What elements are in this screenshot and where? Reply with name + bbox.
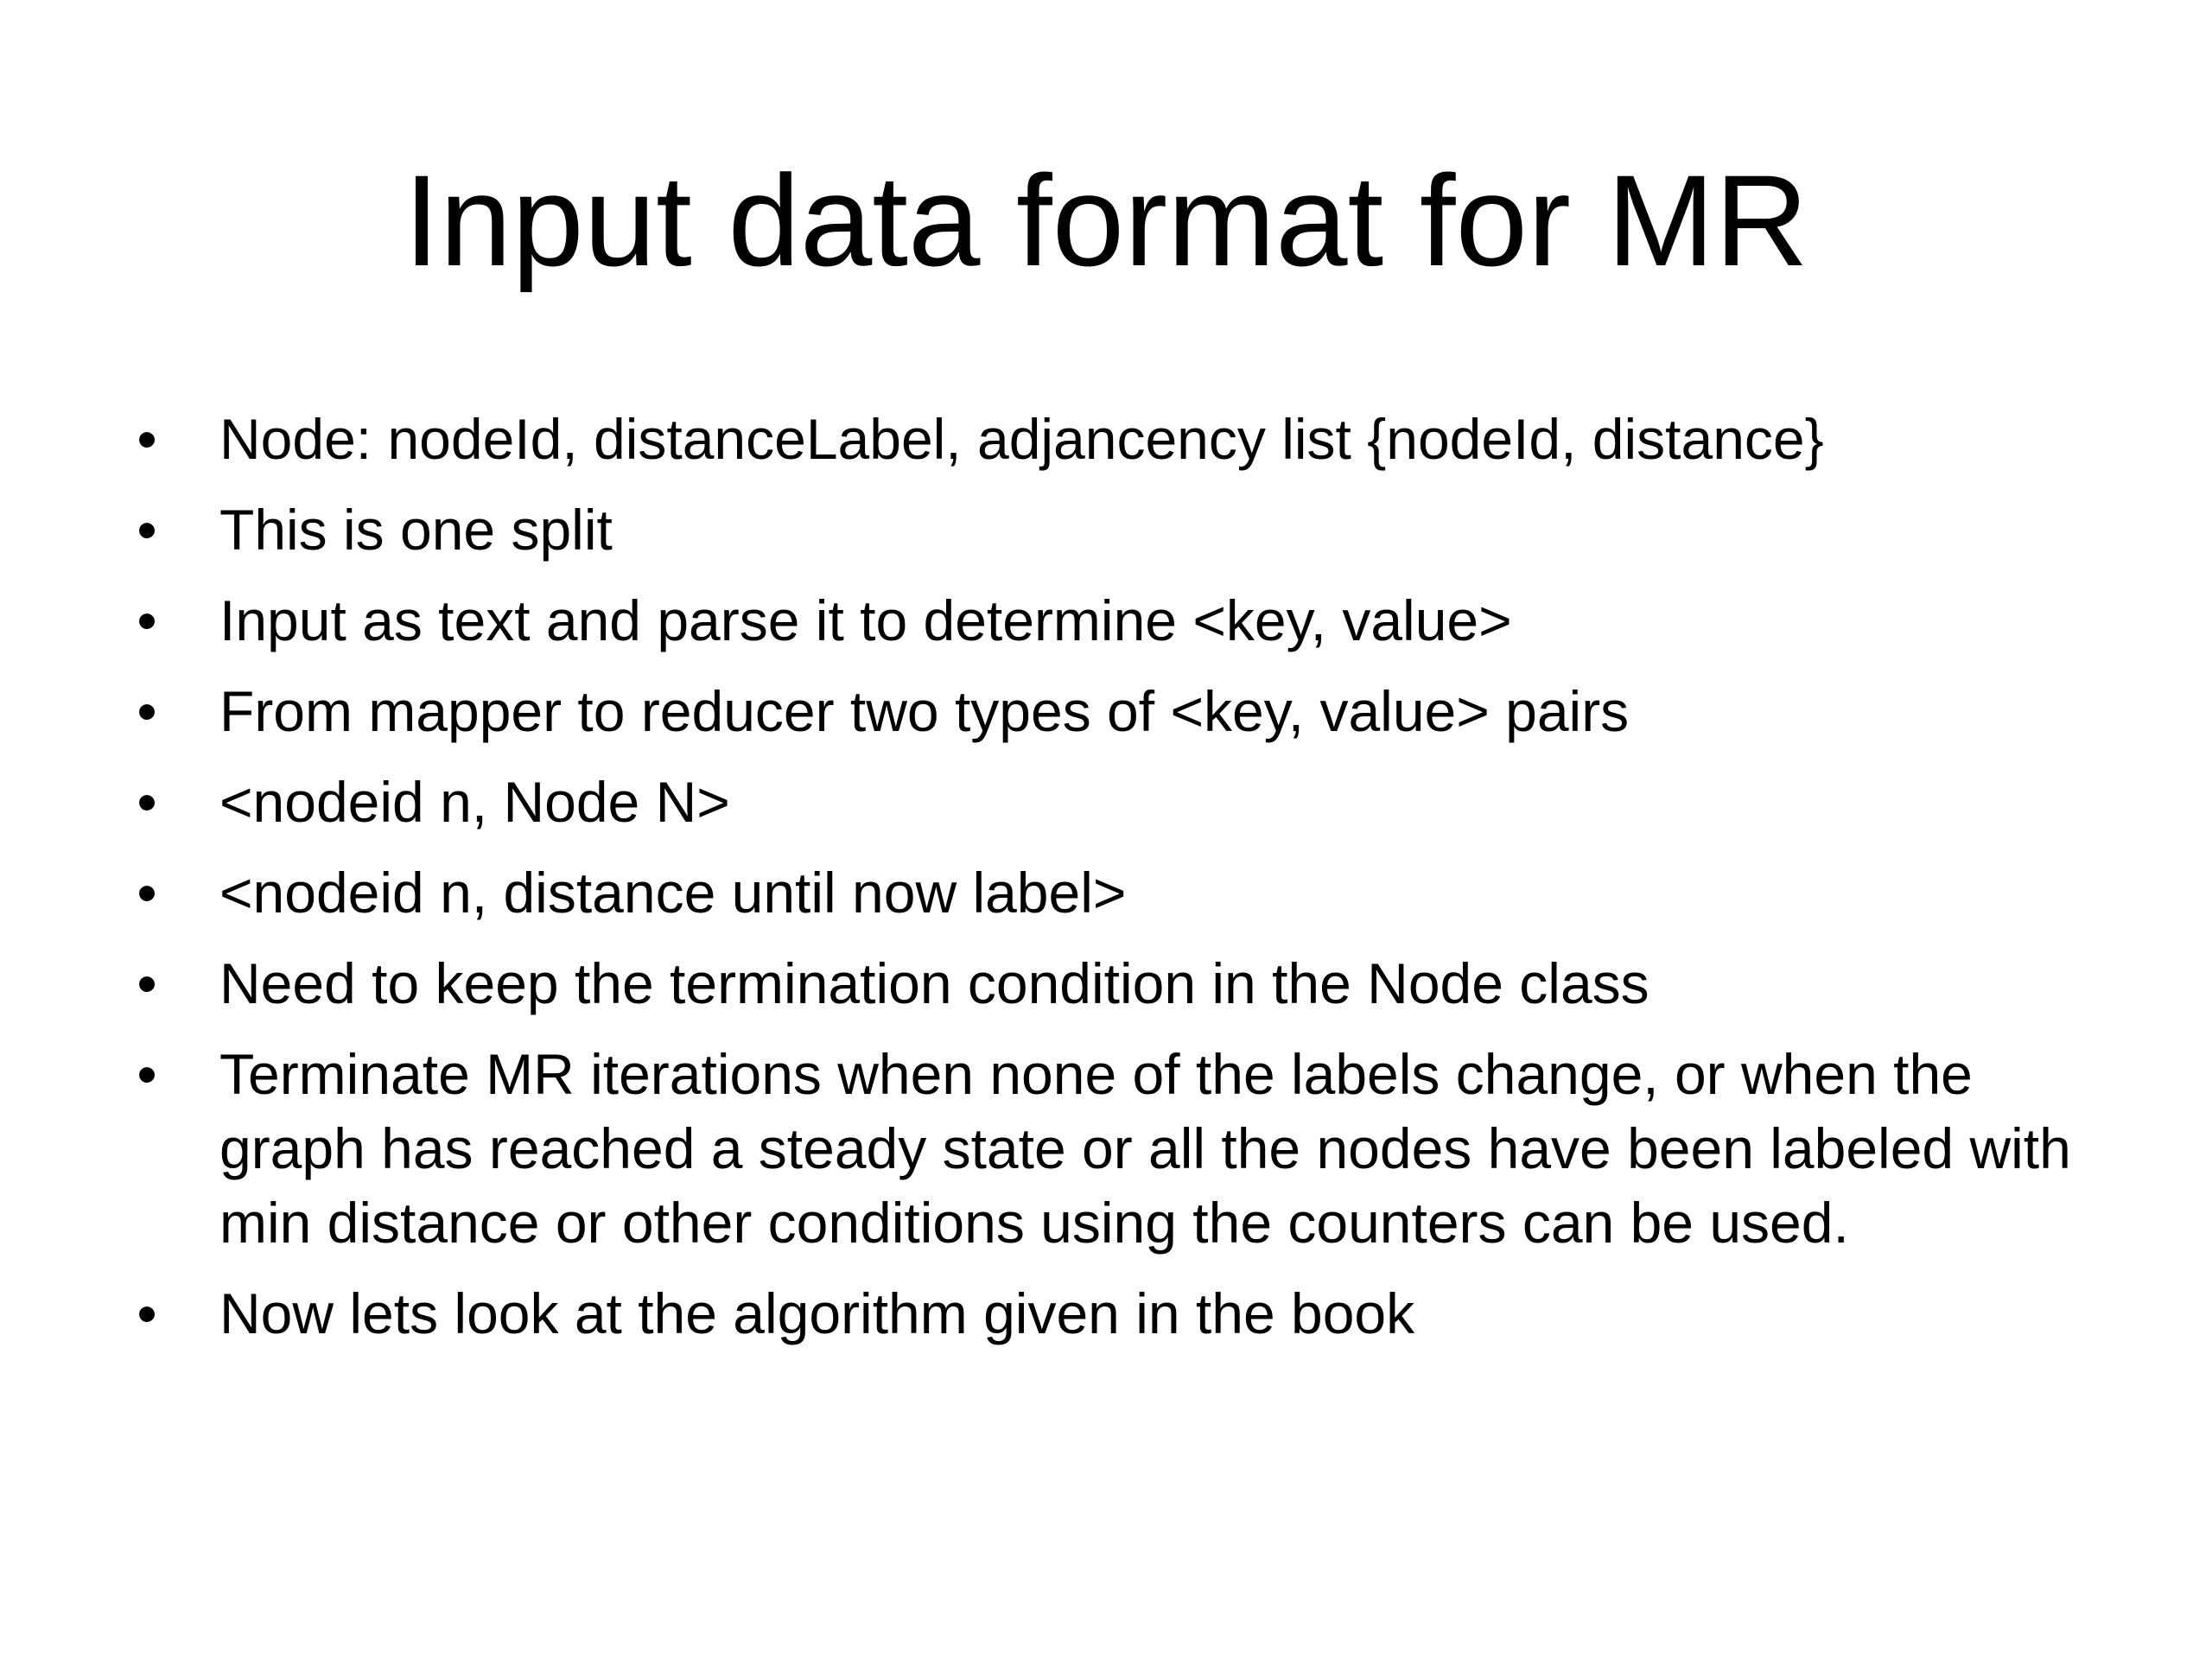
bullet-text: Node: nodeId, distanceLabel, adjancency list {nodeId, distance} <box>219 407 1824 471</box>
bullet-text: Terminate MR iterations when none of the labels change, or when the graph has reached a steady state or all the nodes have been labeled with min distance or other conditions using the counters can be used. <box>219 1042 2071 1255</box>
bullet-text: <nodeid n, Node N> <box>219 770 730 834</box>
bullet-icon: • <box>137 1281 157 1345</box>
bullet-icon: • <box>137 498 157 562</box>
bullet-item <box>130 674 2100 748</box>
bullet-icon: • <box>137 588 157 652</box>
bullet-item <box>130 1276 2100 1351</box>
bullet-icon: • <box>137 770 157 834</box>
bullet-list <box>130 402 2100 1367</box>
bullet-icon: • <box>137 861 157 925</box>
bullet-text: Need to keep the termination condition in the Node class <box>219 951 1649 1015</box>
bullet-item <box>130 855 2100 930</box>
bullet-item <box>130 493 2100 567</box>
bullet-item <box>130 402 2100 476</box>
bullet-text: This is one split <box>219 498 613 562</box>
bullet-text: From mapper to reducer two types of <key, value> pairs <box>219 679 1630 743</box>
bullet-item <box>130 946 2100 1020</box>
bullet-text: Now lets look at the algorithm given in the book <box>219 1281 1415 1345</box>
bullet-text: <nodeid n, distance until now label> <box>219 861 1127 925</box>
bullet-item <box>130 583 2100 658</box>
bullet-icon: • <box>137 407 157 471</box>
bullet-text: Input as text and parse it to determine <key, value> <box>219 588 1512 652</box>
bullet-icon: • <box>137 1042 157 1106</box>
slide-title: Input data format for MR <box>404 148 1808 293</box>
bullet-item <box>130 765 2100 839</box>
bullet-item <box>130 1037 2100 1260</box>
bullet-icon: • <box>137 951 157 1015</box>
bullet-icon: • <box>137 679 157 743</box>
